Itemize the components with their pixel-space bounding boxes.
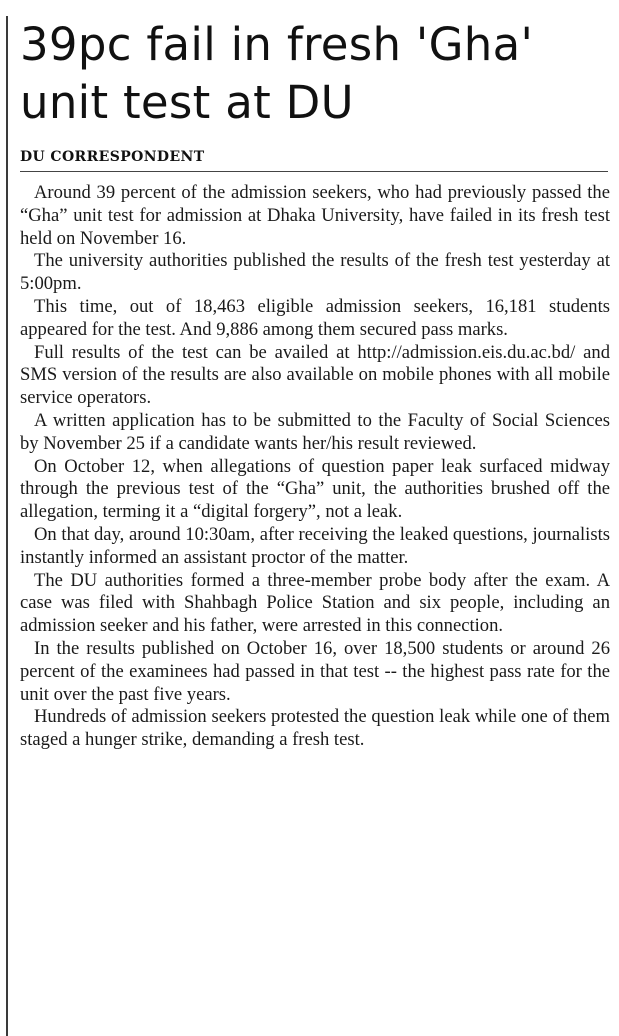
paragraph-4-text: Full results of the test can be availed at http://admission.eis.du.ac.bd/ and SMS version of the results are also available on mobile phones with all mobile service operators. [20, 341, 610, 409]
paragraph-4 [20, 342, 610, 410]
paragraph-9-text: In the results published on October 16, over 18,500 students or around 26 percent of the examinees had passed in that test -- the highest pass rate for the unit over the past five years. [20, 637, 610, 705]
paragraph-7-text: On that day, around 10:30am, after receiving the leaked questions, journalists instantly informed an assistant proctor of the matter. [20, 523, 610, 568]
paragraph-6-text: On October 12, when allegations of question paper leak surfaced midway through the previous test of the “Gha” unit, the authorities brushed off the allegation, terming it a “digital forgery”, not a leak. [20, 455, 610, 523]
byline: DU CORRESPONDENT [20, 149, 205, 165]
paragraph-1-text: Around 39 percent of the admission seekers, who had previously passed the “Gha” unit test for admission at Dhaka University, have failed in its fresh test held on November 16. [20, 182, 610, 249]
headline: 39pc fail in fresh 'Gha' unit test at DU [20, 18, 534, 129]
paragraph-2 [20, 250, 610, 296]
paragraph-7 [20, 524, 610, 570]
paragraph-9 [20, 638, 610, 706]
paragraph-1 [20, 182, 610, 250]
paragraph-6 [20, 456, 610, 524]
paragraph-8-text: The DU authorities formed a three-member probe body after the exam. A case was filed with Shahbagh Police Station and six people, including an admission seeker and his father, were arrested in this connection. [20, 569, 610, 637]
byline-bar [20, 146, 608, 172]
column-rule [6, 16, 8, 1036]
article-body [20, 182, 610, 752]
paragraph-5 [20, 410, 610, 456]
paragraph-3 [20, 296, 610, 342]
paragraph-10-text: Hundreds of admission seekers protested the question leak while one of them staged a hunger strike, demanding a fresh test. [20, 706, 610, 751]
paragraph-5-text: A written application has to be submitted to the Faculty of Social Sciences by November 25 if a candidate wants her/his result reviewed. [20, 409, 610, 454]
paragraph-3-text: This time, out of 18,463 eligible admission seekers, 16,181 students appeared for the test. And 9,886 among them secured pass marks. [20, 295, 610, 340]
news-article [20, 16, 608, 752]
paragraph-10 [20, 706, 610, 752]
paragraph-2-text: The university authorities published the results of the fresh test yesterday at 5:00pm. [20, 250, 610, 295]
paragraph-8 [20, 570, 610, 638]
